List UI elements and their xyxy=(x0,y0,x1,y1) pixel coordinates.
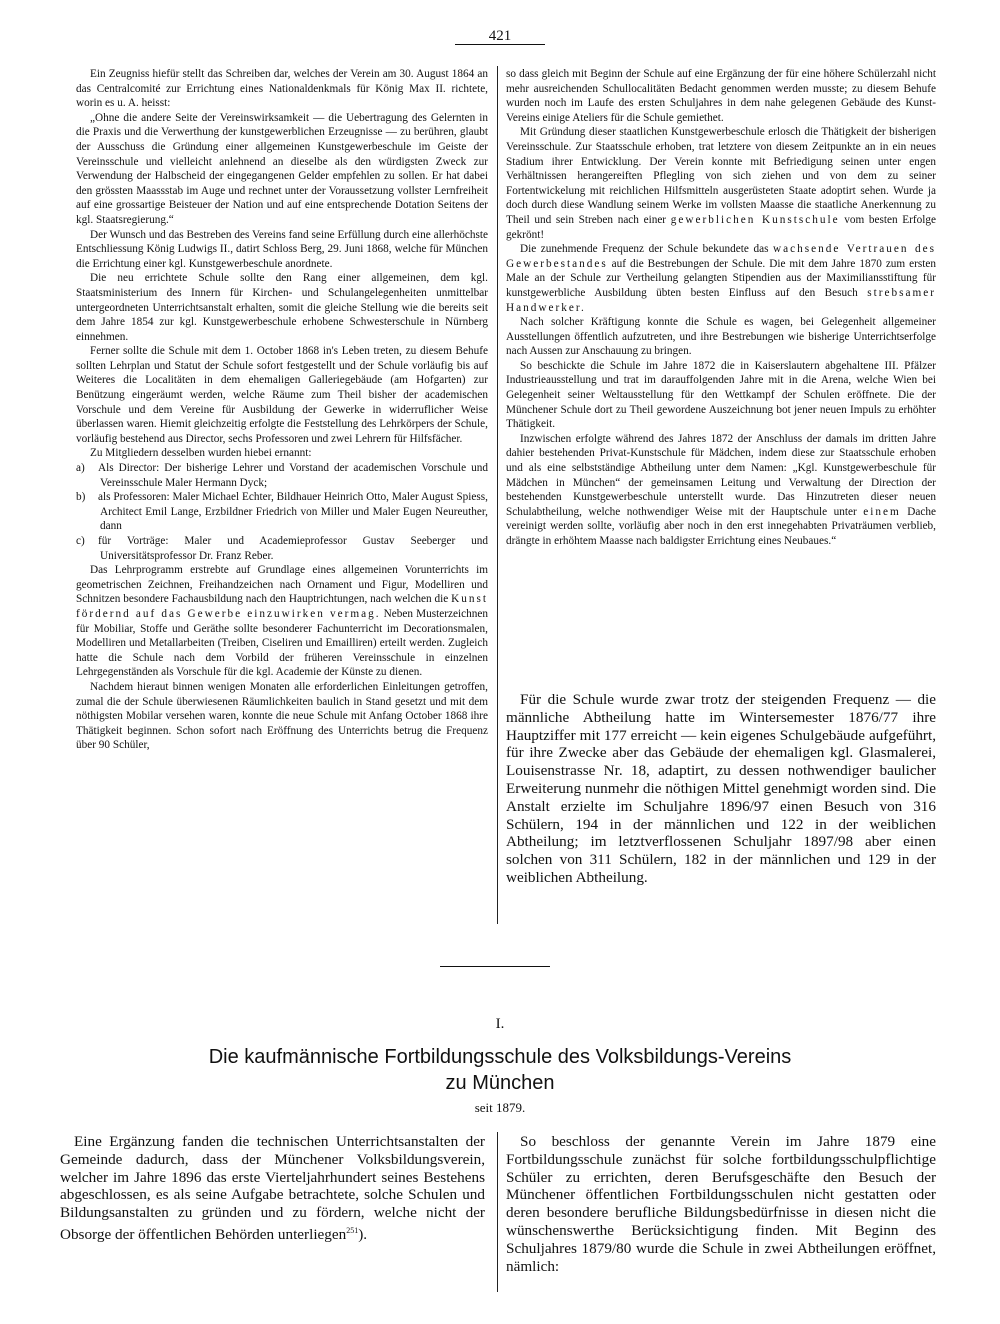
left-paragraph-4: Ferner sollte die Schule mit dem 1. October 1868 in's Leben treten, zu diesem Behufe sollten Lehrplan und Statut der Schule sofort festgestellt und der Schule vorläufig bis auf Weiteres die Localitäten in dem ehemaligen Galleriegebäude (am Hofgarten) zur Benützung eingeräumt werden, welche Räume zum Theil bisher der academischen Vorschule und dem Vereine für Ausbildung der Gewerke in widerruflicher Weise überlassen waren. Hiemit gleichzeitig erfolgte die Feststellung des Lehrkörpers der Schule, vorläufig bestehend aus Director, sechs Professoren und zwei Lehrern für Hilfsfächer. xyxy=(76,345,488,445)
list-item: b) als Professoren: Maler Michael Echter, Bildhauer Heinrich Otto, Maler August Spiess, Architect Emil Lange, Erzbildner Friedrich von Miller und Maler Eugen Neureuther, dann xyxy=(76,491,488,533)
section-separator xyxy=(440,966,550,967)
right-paragraph-large xyxy=(506,691,936,887)
bottom-left-column xyxy=(60,1133,485,1244)
left-column xyxy=(76,67,488,753)
column-divider-upper xyxy=(497,66,498,924)
right-paragraph-3: Die zunehmende Frequenz der Schule bekundete das wachsende Vertrauen des Gewerbestandes auf die Bestrebungen der Schule. Die mit dem Jahre 1870 zum ersten Male an der Schule zur Vertheilung gelangten Stipendien aus der Maximiliansstiftung für kunstgewerbliche Ausbildung übten besten Einfluss auf den Besuch strebsamer Handwerker. xyxy=(506,243,936,314)
left-paragraph-6: Das Lehrprogramm erstrebte auf Grundlage eines allgemeinen Vorunterrichts im geometrischen Zeichnen, Freihandzeichen nach Ornament und Figur, Modelliren und Schnitzen besondere Fachausbildung nach den Hauptrichtungen, nach welchen die Kunst fördernd auf das Gewerbe einzuwirken vermag. Neben Musterzeichnen für Mobiliar, Stoffe und Geräthe sollte besonderer Fachunterricht im Decorationsmalen, Modelliren und Metallarbeiten (Treiben, Ciseliren und Emailliren) erteilt werden. Zugleich hatte die Schule nach dem Vorbild der früheren Vereinsschule in einzelnen Lehrgegenständen als Vorschule für die kgl. Academie der Künste zu dienen. xyxy=(76,564,488,679)
left-paragraph-2: Der Wunsch und das Bestreben des Vereins fand seine Erfüllung durch eine allerhöchste Entschliessung König Ludwigs II., datirt Schloss Berg, 29. Juni 1868, welche für München die Errichtung einer kgl. Kunstgewerbeschule anordnete. xyxy=(76,228,488,270)
column-divider-lower xyxy=(497,1132,498,1292)
bottom-right-column xyxy=(506,1133,936,1275)
right-paragraph-6: Inzwischen erfolgte während des Jahres 1872 der Anschluss der damals im dritten Jahre dahier bestehenden Privat-Kunstschule für Mädchen, indem diese zur Staatsschule erhoben und als eine selbstständige Abtheilung unter dem Namen: „Kgl. Kunstgewerbeschule für Mädchen in München“ der gemeinsamen Leitung und Verwaltung der Direction der bestehenden Kunstgewerbeschule unterstellt wurde. Das Hinzutreten dieser neuen Schulabtheilung, welche nothwendiger Weise mit der Hauptschule unter einem Dache vereinigt werden sollte, vorläufig aber noch in den erst innegehabten Privaträumen verblieb, drängte in erhöhtem Maasse nach baldigster Errichtung eines Neubaues.“ xyxy=(506,432,936,547)
section-subtitle: seit 1879. xyxy=(474,1100,526,1115)
list-item: c) für Vorträge: Maler und Academieprofessor Gustav Seeberger und Universitätsprofessor Dr. Franz Reber. xyxy=(76,535,488,562)
left-quote: „Ohne die andere Seite der Vereinswirksamkeit — die Uebertragung des Gelernten in die Praxis und die Verwerthung der kunstgewerblichen Erzeugnisse — zu berühren, glaubt der Ausschuss die Gründung einer allgemeinen Kunstgewerbeschule im Geiste der Vereinsschule und vielleicht anlehnend an dieselbe als den würdigsten Zweck zur Verwendung der Halbscheid der eingegangenen Gelder empfehlen zu sollen. Er hat dabei den grössten Maassstab im Auge und rechnet unter der Voraussetzung vollster Lernfreiheit auf eine grossartige Beisteuer der Nation und auf eine entsprechende Dotation Seitens der kgl. Staatsregierung.“ xyxy=(76,111,488,226)
left-paragraph-7: Nachdem hieraut binnen wenigen Monaten alle erforderlichen Einleitungen getroffen, zumal die der Schule überwiesenen Räumlichkeiten baulich in Stand gesetzt und mit dem nöthigsten Mobilar versehen waren, konnte die neue Schule mit Anfang October 1868 ihre Thätigkeit beginnen. Schon sofort nach Eröffnung des Unterrichts betrug die Frequenz über 90 Schüler, xyxy=(76,680,488,752)
right-paragraph-4: Nach solcher Kräftigung konnte die Schule es wagen, bei Gelegenheit allgemeiner Ausstellungen öffentlich aufzutreten, und ihre Bestrebungen wie bisherige Unterrichtserfolge nach Aussen zur Anschauung zu bringen. xyxy=(506,316,936,358)
right-paragraph-5: So beschickte die Schule im Jahre 1872 die in Kaiserslautern abgehaltene III. Pfälzer Industrieausstellung und trat im darauffolgenden Jahre mit in die Arena, welche Wien bei Gelegenheit seiner Weltausstellung für den Wettkampf der Schulen eröffnete. Die der Münchener Schule dort zu Theil gewordene Auszeichnung bot jener neuen Impuls zu erhöhter Thätigkeit. xyxy=(506,359,936,431)
left-paragraph-5: Zu Mitgliedern desselben wurden hiebei ernannt: xyxy=(90,447,312,460)
section-number: I. xyxy=(495,1016,505,1032)
bottom-right-paragraph: So beschloss der genannte Verein im Jahre 1879 eine Fortbildungsschule zunächst für solche fortbildungsschulpflichtige Schüler zu errichten, deren Berufsgeschäfte den Besuch der Münchener öffentlichen Fortbildungsschulen nicht gestatten oder deren besondere berufliche Bildungsbedürfnisse in diesen nicht die wünschenswerthe Berücksichtigung finden. Mit Beginn des Schuljahres 1879/80 wurde die Schule in zwei Abtheilungen eröffnet, nämlich: xyxy=(506,1133,936,1275)
right-paragraph-7: Für die Schule wurde zwar trotz der steigenden Frequenz — die männliche Abtheilung hatte im Wintersemester 1876/77 ihre Hauptziffer mit 177 erreicht — kein eigenes Schulgebäude aufgeführt, für ihre Zwecke aber das Gebäude der ehemaligen kgl. Glasmalerei, Louisenstrasse Nr. 18, adaptirt, zu dessen nothwendiger baulicher Erweiterung nunmehr die nöthigen Mittel genehmigt worden sind. Die Anstalt erzielte im Schuljahre 1896/97 einen Besuch von 316 Schülern, 194 in der männlichen und 122 in der weiblichen Abtheilung; im letztverflossenen Schuljahr 1897/98 aber einen solchen von 311 Schülern, 182 in der männlichen und 129 in der weiblichen Abtheilung. xyxy=(506,691,936,886)
section-title-line-1: Die kaufmännische Fortbildungsschule des Volksbildungs-Vereins xyxy=(208,1046,792,1068)
right-paragraph-2: Mit Gründung dieser staatlichen Kunstgewerbeschule erlosch die Thätigkeit der bisherigen Vereinsschule. Zur Staatsschule erhoben, trat letztere von diesem Zeitpunkte an in ein neues Stadium ihrer Entwicklung. Der Verein konnte mit Befriedigung seinen unter engen Verhältnissen herangereiften Pflegling von sich ziehen und von dem zu seiner Fortentwickelung mit reichlichen Hilfsmitteln ausgerüsteten Staate adoptirt sehen. Wurde ja doch durch diese Wandlung seinem Werke im vollsten Maasse die staatliche Anerkennung zu Theil und sein Streben nach einer gewerblichen Kunstschule vom besten Erfolge gekrönt! xyxy=(506,126,937,241)
left-paragraph-3: Die neu errichtete Schule sollte den Rang einer allgemeinen, dem kgl. Staatsministerium des Innern für Kirchen- und Schulangelegenheiten unmittelbar untergeordneten Unterrichtsanstalt erhalten, somit die gleiche Stellung wie die bereits seit dem Jahre 1854 zur kgl. Kunstgewerbeschule erhobene Schwesterschule in Nürnberg einnehmen. xyxy=(76,272,488,343)
appointment-list xyxy=(76,461,488,563)
left-paragraph-1: Ein Zeugniss hiefür stellt das Schreiben dar, welches der Verein am 30. August 1864 an das Centralcomité zur Errichtung eines Nationaldenkmals für König Max II. richtete, worin es u. A. heisst: xyxy=(76,68,488,110)
bottom-left-paragraph: Eine Ergänzung fanden die technischen Unterrichtsanstalten der Gemeinde dadurch, dass der Münchener Volksbildungsverein, welcher im Jahre 1896 das erste Vierteljahrhundert seines Bestehens abgeschlossen, es als seine Aufgabe betrachtete, solche Schulen und Bildungsanstalten zu gründen und zu fördern, welche nicht der Obsorge der öffentlichen Behörden unterliegen$^{251}$). xyxy=(60,1133,485,1244)
footnote-reference: 251 xyxy=(346,1225,359,1235)
page-number: 421 xyxy=(488,28,512,44)
right-paragraph-1: so dass gleich mit Beginn der Schule auf eine Ergänzung der für eine höhere Schülerzahl nicht mehr ausreichenden Schullocalitäten Bedacht genommen werden musste; zu diesem Behufe wurden noch im Laufe des ersten Schuljahres in dem nahe gelegenen Gebäude des Kunst-Vereins einige Ateliers für die Schule gemiethet. xyxy=(506,68,936,124)
page-number-rule xyxy=(455,44,545,45)
right-column xyxy=(506,67,936,549)
section-title-line-2: zu München xyxy=(445,1072,555,1094)
list-item: a) Als Director: Der bisherige Lehrer und Vorstand der academischen Vorschule und Vereinsschule Maler Hermann Dyck; xyxy=(76,462,488,489)
